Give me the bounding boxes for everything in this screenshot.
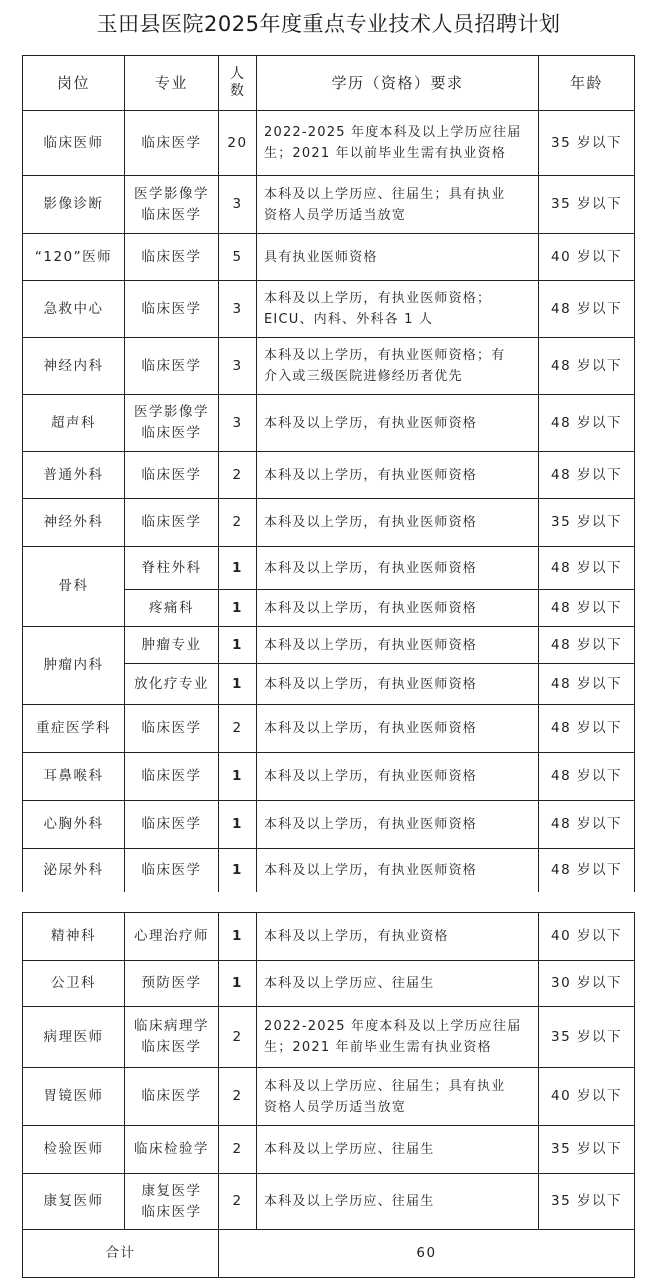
cell-count <box>219 1068 257 1126</box>
post-text: 心胸外科 <box>43 816 104 832</box>
requirement-text: 生；2021 年前毕业生需有执业资格 <box>264 1040 492 1055</box>
cell-requirement <box>257 499 539 547</box>
cell-count <box>219 627 257 664</box>
post-text: 检验医师 <box>43 1141 104 1157</box>
cell-count <box>219 234 257 281</box>
major-text: 脊柱外科 <box>141 559 202 576</box>
cell-major <box>125 234 219 281</box>
requirement-text: 本科及以上学历应、往届生 <box>264 976 435 991</box>
requirement-text: 本科及以上学历，有执业医师资格 <box>264 862 478 878</box>
post-text: 病理医师 <box>43 1028 104 1045</box>
table-row <box>23 913 635 961</box>
cell-major <box>125 801 219 849</box>
requirement-text: 生；2021 年以前毕业生需有执业资格 <box>264 146 507 161</box>
cell-requirement <box>257 1174 539 1230</box>
requirement-text: 本科及以上学历，有执业医师资格 <box>264 415 478 431</box>
age-text: 48 岁以下 <box>551 636 622 653</box>
cell-major <box>125 627 219 664</box>
major-text: 临床医学 <box>141 248 202 265</box>
cell-requirement <box>257 849 539 892</box>
age-text: 48 岁以下 <box>551 816 622 832</box>
cell-count <box>219 547 257 590</box>
cell-age <box>539 753 635 801</box>
major-text: 心理治疗师 <box>134 928 209 944</box>
cell-major <box>125 849 219 892</box>
cell-age <box>539 801 635 849</box>
header-major: 专业 <box>125 56 219 111</box>
major-text: 临床医学 <box>141 816 202 832</box>
cell-major <box>125 547 219 590</box>
cell-major <box>125 753 219 801</box>
count-text: 2 <box>232 514 243 530</box>
table-row <box>23 1007 635 1068</box>
age-text: 48 岁以下 <box>551 466 622 483</box>
cell-age <box>539 1174 635 1230</box>
cell-major <box>125 664 219 705</box>
cell-age <box>539 111 635 176</box>
age-text: 48 岁以下 <box>551 720 622 736</box>
major-text: 临床医学 <box>141 466 202 483</box>
post-text: 重症医学科 <box>36 720 111 736</box>
cell-requirement <box>257 234 539 281</box>
major-text: 临床医学 <box>141 300 202 317</box>
count-text: 1 <box>232 861 243 878</box>
cell-requirement <box>257 590 539 627</box>
recruitment-table-part2 <box>22 912 635 1278</box>
cell-post <box>23 338 125 395</box>
major-text: 放化疗专业 <box>134 675 209 692</box>
requirement-text: 资格人员学历适当放宽 <box>264 1099 407 1115</box>
requirement-text: 本科及以上学历，有执业医师资格；有 <box>264 348 506 363</box>
age-text: 48 岁以下 <box>551 300 622 317</box>
major-text: 临床医学 <box>141 425 202 441</box>
major-text: 临床医学 <box>141 514 202 530</box>
cell-requirement <box>257 961 539 1007</box>
major-text: 临床医学 <box>141 1203 202 1220</box>
post-text: 急救中心 <box>43 300 104 317</box>
post-text: “120”医师 <box>34 248 113 265</box>
cell-age <box>539 176 635 234</box>
cell-post <box>23 627 125 705</box>
post-text: 公卫科 <box>51 975 96 991</box>
cell-major <box>125 499 219 547</box>
cell-age <box>539 338 635 395</box>
cell-count <box>219 1174 257 1230</box>
cell-age <box>539 452 635 499</box>
cell-post <box>23 452 125 499</box>
post-text: 泌尿外科 <box>43 861 104 878</box>
requirement-text: 本科及以上学历，有执业医师资格 <box>264 515 478 530</box>
cell-requirement <box>257 395 539 452</box>
count-text: 1 <box>232 675 243 692</box>
cell-post <box>23 753 125 801</box>
requirement-text: 本科及以上学历，有执业医师资格 <box>264 817 478 832</box>
cell-major <box>125 176 219 234</box>
age-text: 35 岁以下 <box>551 1141 622 1157</box>
count-text: 20 <box>227 134 248 151</box>
cell-age <box>539 664 635 705</box>
age-text: 48 岁以下 <box>551 357 622 374</box>
cell-major <box>125 338 219 395</box>
cell-count <box>219 499 257 547</box>
cell-major <box>125 961 219 1007</box>
cell-requirement <box>257 547 539 590</box>
count-text: 5 <box>232 248 243 265</box>
requirement-text: 本科及以上学历，有执业医师资格； <box>264 291 492 306</box>
table-row <box>23 1068 635 1126</box>
major-text: 临床医学 <box>141 134 202 151</box>
age-text: 48 岁以下 <box>551 599 622 616</box>
total-row <box>23 1230 635 1278</box>
count-text: 1 <box>232 636 243 653</box>
post-text: 影像诊断 <box>43 196 104 212</box>
table-row <box>23 111 635 176</box>
cell-requirement <box>257 627 539 664</box>
table-header <box>23 56 635 111</box>
cell-major <box>125 395 219 452</box>
page-title: 玉田县医院2025年度重点专业技术人员招聘计划 <box>96 12 561 36</box>
cell-age <box>539 705 635 753</box>
major-text: 医学影像学 <box>134 404 209 420</box>
cell-age <box>539 395 635 452</box>
post-text: 超声科 <box>51 414 96 431</box>
cell-count <box>219 753 257 801</box>
header-post: 岗位 <box>23 56 125 111</box>
cell-count <box>219 590 257 627</box>
count-text: 3 <box>232 414 243 431</box>
count-text: 3 <box>232 196 243 212</box>
cell-age <box>539 913 635 961</box>
post-text: 神经外科 <box>43 514 104 530</box>
post-text: 骨科 <box>58 578 89 594</box>
major-text: 临床医学 <box>141 206 202 223</box>
post-text: 神经内科 <box>43 357 104 374</box>
count-text: 2 <box>232 1141 243 1157</box>
age-text: 48 岁以下 <box>551 861 622 878</box>
cell-major <box>125 705 219 753</box>
table-row <box>23 452 635 499</box>
cell-major <box>125 1174 219 1230</box>
table-row <box>23 338 635 395</box>
cell-count <box>219 1007 257 1068</box>
cell-post <box>23 281 125 338</box>
age-text: 30 岁以下 <box>551 975 622 991</box>
cell-post <box>23 499 125 547</box>
cell-post <box>23 547 125 627</box>
requirement-text: 本科及以上学历应、往届生；具有执业 <box>264 1078 506 1094</box>
major-text: 临床医学 <box>141 768 202 784</box>
cell-age <box>539 1126 635 1174</box>
cell-requirement <box>257 1007 539 1068</box>
post-text: 精神科 <box>51 928 96 944</box>
requirement-text: 资格人员学历适当放宽 <box>264 207 407 223</box>
count-text: 1 <box>232 599 243 616</box>
major-text: 临床医学 <box>141 720 202 736</box>
cell-age <box>539 547 635 590</box>
requirement-text: 本科及以上学历，有执业医师资格 <box>264 560 478 576</box>
requirement-text: 介入或三级医院进修经历者优先 <box>264 369 463 384</box>
cell-count <box>219 961 257 1007</box>
post-text: 肿瘤内科 <box>43 657 104 673</box>
cell-requirement <box>257 338 539 395</box>
count-text: 3 <box>232 357 243 374</box>
cell-count <box>219 913 257 961</box>
cell-requirement <box>257 281 539 338</box>
cell-age <box>539 961 635 1007</box>
cell-count <box>219 395 257 452</box>
table-row <box>23 1126 635 1174</box>
cell-major <box>125 1126 219 1174</box>
cell-major <box>125 281 219 338</box>
requirement-text: 2022-2025 年度本科及以上学历应往届 <box>264 1019 522 1034</box>
cell-age <box>539 590 635 627</box>
cell-post <box>23 176 125 234</box>
post-text: 临床医师 <box>43 134 104 151</box>
cell-count <box>219 281 257 338</box>
requirement-text: 本科及以上学历应、往届生 <box>264 1194 435 1209</box>
count-text: 1 <box>232 928 243 944</box>
total-label: 合计 <box>23 1230 219 1278</box>
major-text: 康复医学 <box>141 1182 202 1199</box>
cell-requirement <box>257 452 539 499</box>
post-text: 普通外科 <box>43 466 104 483</box>
cell-post <box>23 705 125 753</box>
count-text: 2 <box>232 1028 243 1045</box>
header-requirement: 学历（资格）要求 <box>257 56 539 111</box>
age-text: 48 岁以下 <box>551 559 622 576</box>
count-text: 2 <box>232 1088 243 1104</box>
cell-count <box>219 664 257 705</box>
cell-post <box>23 913 125 961</box>
cell-count <box>219 1126 257 1174</box>
cell-post <box>23 961 125 1007</box>
cell-count <box>219 176 257 234</box>
table-row <box>23 801 635 849</box>
post-text: 胃镜医师 <box>43 1088 104 1104</box>
cell-age <box>539 281 635 338</box>
cell-count <box>219 452 257 499</box>
cell-post <box>23 1007 125 1068</box>
cell-age <box>539 1007 635 1068</box>
major-text: 临床病理学 <box>134 1018 209 1034</box>
cell-count <box>219 849 257 892</box>
age-text: 35 岁以下 <box>551 1028 622 1045</box>
total-value: 60 <box>219 1230 635 1278</box>
cell-requirement <box>257 664 539 705</box>
table-row <box>23 281 635 338</box>
requirement-text: 本科及以上学历应、往届生；具有执业 <box>264 186 506 202</box>
cell-age <box>539 234 635 281</box>
cell-major <box>125 111 219 176</box>
table-row <box>23 627 635 664</box>
requirement-text: 本科及以上学历，有执业医师资格 <box>264 600 478 616</box>
cell-post <box>23 111 125 176</box>
table-row <box>23 705 635 753</box>
recruitment-table-part1 <box>22 55 635 892</box>
table-row <box>23 176 635 234</box>
cell-count <box>219 705 257 753</box>
requirement-text: EICU、内科、外科各 1 人 <box>264 312 434 327</box>
requirement-text: 本科及以上学历，有执业医师资格 <box>264 769 478 784</box>
age-text: 35 岁以下 <box>551 134 622 151</box>
cell-requirement <box>257 705 539 753</box>
requirement-text: 本科及以上学历，有执业医师资格 <box>264 467 478 483</box>
cell-age <box>539 627 635 664</box>
cell-post <box>23 1174 125 1230</box>
header-count: 人数 <box>219 56 257 111</box>
count-text: 2 <box>232 1193 243 1209</box>
count-text: 1 <box>232 975 243 991</box>
table-row <box>23 547 635 590</box>
table-row <box>23 961 635 1007</box>
cell-post <box>23 395 125 452</box>
age-text: 48 岁以下 <box>551 414 622 431</box>
major-text: 医学影像学 <box>134 185 209 202</box>
count-text: 1 <box>232 768 243 784</box>
cell-requirement <box>257 1126 539 1174</box>
cell-count <box>219 111 257 176</box>
requirement-text: 本科及以上学历，有执业资格 <box>264 929 449 944</box>
cell-major <box>125 1068 219 1126</box>
count-text: 2 <box>232 466 243 483</box>
requirement-text: 2022-2025 年度本科及以上学历应往届 <box>264 125 522 140</box>
major-text: 预防医学 <box>141 975 202 991</box>
age-text: 35 岁以下 <box>551 514 622 530</box>
cell-age <box>539 849 635 892</box>
cell-count <box>219 801 257 849</box>
cell-requirement <box>257 801 539 849</box>
count-text: 2 <box>232 720 243 736</box>
major-text: 临床医学 <box>141 357 202 374</box>
major-text: 临床医学 <box>141 861 202 878</box>
age-text: 35 岁以下 <box>551 196 622 212</box>
count-text: 1 <box>232 816 243 832</box>
cell-requirement <box>257 753 539 801</box>
age-text: 40 岁以下 <box>551 928 622 944</box>
requirement-text: 本科及以上学历，有执业医师资格 <box>264 676 478 692</box>
count-text: 3 <box>232 300 243 317</box>
table-row <box>23 1174 635 1230</box>
cell-major <box>125 452 219 499</box>
post-text: 康复医师 <box>43 1193 104 1209</box>
cell-requirement <box>257 1068 539 1126</box>
table-row <box>23 499 635 547</box>
cell-requirement <box>257 913 539 961</box>
age-text: 40 岁以下 <box>551 248 622 265</box>
table-row <box>23 395 635 452</box>
cell-requirement <box>257 111 539 176</box>
major-text: 肿瘤专业 <box>141 636 202 653</box>
major-text: 临床医学 <box>141 1039 202 1055</box>
post-text: 耳鼻喉科 <box>43 768 104 784</box>
cell-major <box>125 913 219 961</box>
cell-post <box>23 801 125 849</box>
major-text: 临床检验学 <box>134 1141 209 1157</box>
cell-post <box>23 849 125 892</box>
cell-requirement <box>257 176 539 234</box>
table-row <box>23 849 635 892</box>
age-text: 40 岁以下 <box>551 1088 622 1104</box>
cell-count <box>219 338 257 395</box>
table-row <box>23 753 635 801</box>
cell-post <box>23 1126 125 1174</box>
cell-age <box>539 499 635 547</box>
cell-post <box>23 234 125 281</box>
requirement-text: 本科及以上学历，有执业医师资格 <box>264 637 478 653</box>
cell-post <box>23 1068 125 1126</box>
major-text: 临床医学 <box>141 1088 202 1104</box>
cell-major <box>125 1007 219 1068</box>
requirement-text: 本科及以上学历，有执业医师资格 <box>264 721 478 736</box>
age-text: 48 岁以下 <box>551 675 622 692</box>
requirement-text: 具有执业医师资格 <box>264 249 378 265</box>
age-text: 48 岁以下 <box>551 768 622 784</box>
major-text: 疼痛科 <box>149 599 194 616</box>
cell-major <box>125 590 219 627</box>
age-text: 35 岁以下 <box>551 1193 622 1209</box>
count-text: 1 <box>232 559 243 576</box>
table-row <box>23 234 635 281</box>
cell-age <box>539 1068 635 1126</box>
header-age: 年龄 <box>539 56 635 111</box>
requirement-text: 本科及以上学历应、往届生 <box>264 1142 435 1157</box>
